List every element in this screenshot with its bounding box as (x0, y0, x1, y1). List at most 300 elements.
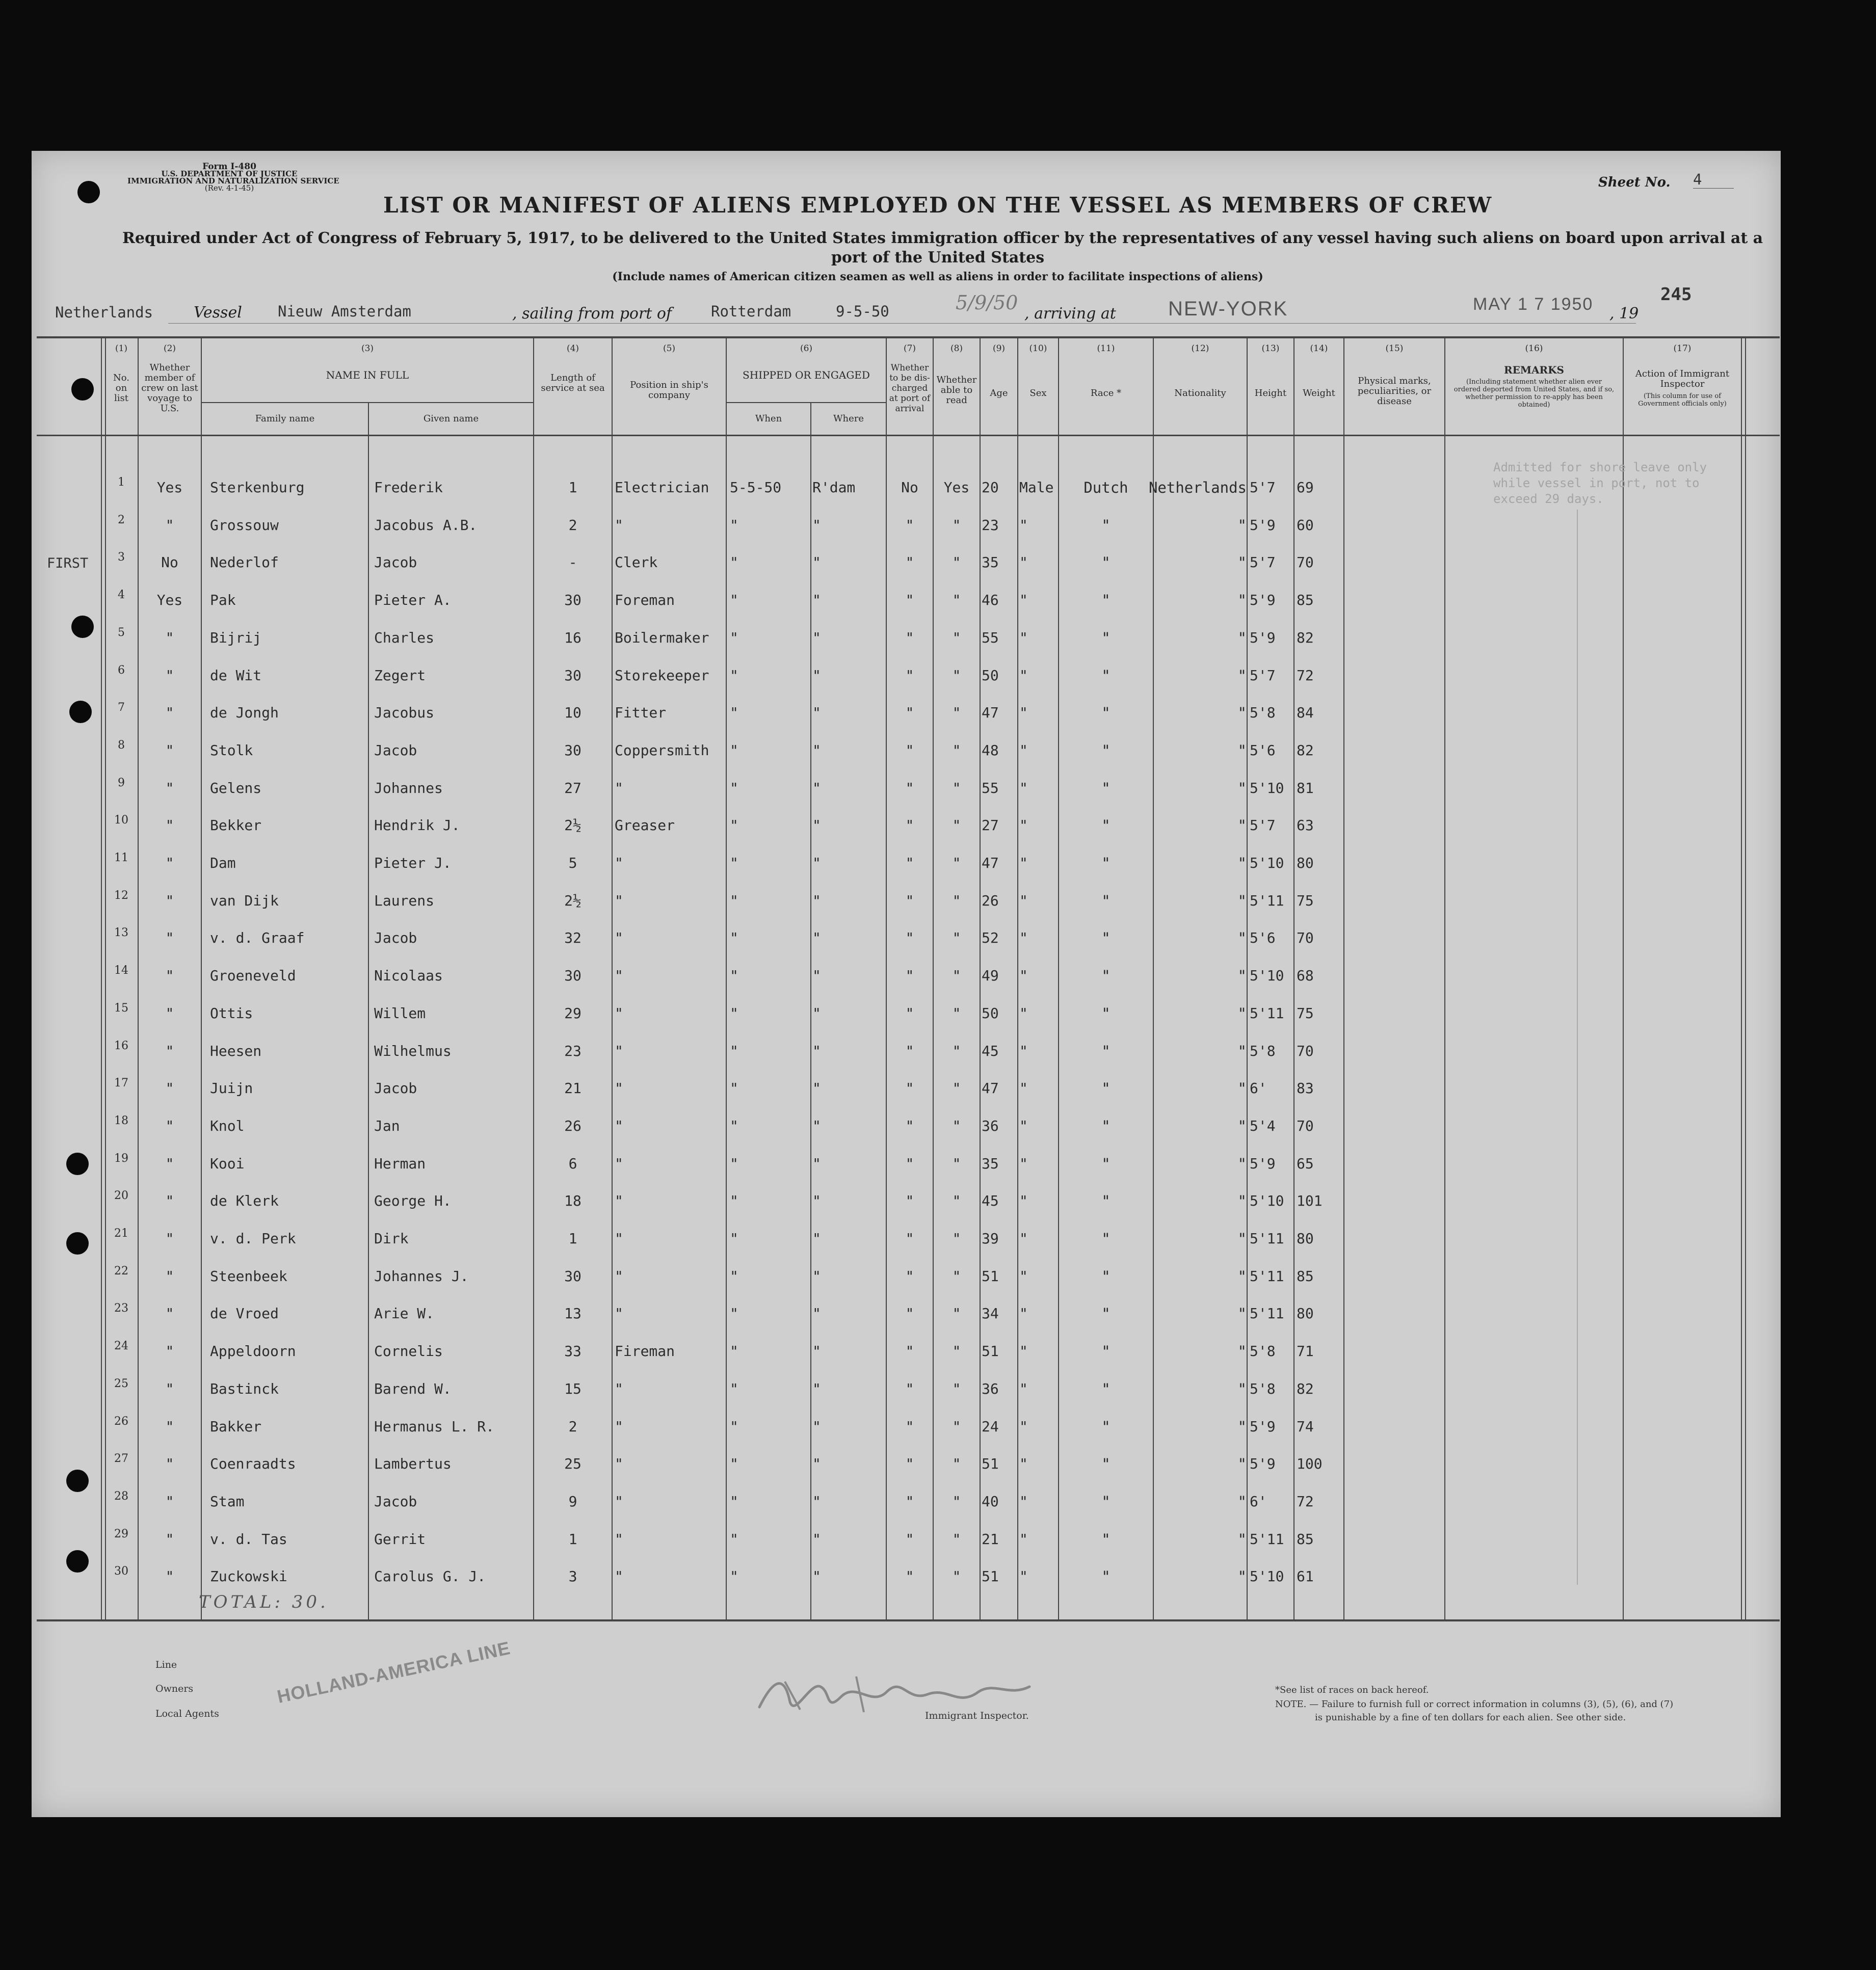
cell-sex: " (1019, 1268, 1028, 1285)
cell-service: 1 (568, 1531, 577, 1548)
cell-discharged: " (905, 704, 914, 721)
cell-service: - (568, 554, 577, 571)
cell-list-no: 13 (114, 926, 128, 939)
cell-age: 55 (982, 780, 999, 796)
sheet-label: Sheet No. (1598, 175, 1671, 190)
cell-family-name: Grossouw (210, 517, 279, 534)
cell-given-name: Jacob (374, 1493, 417, 1510)
header-bottom-border (37, 435, 1780, 436)
cell-when: " (730, 1455, 738, 1472)
col-head-prev-voyage: Whether member of crew on last voyage to U.S. (141, 362, 198, 414)
cell-when: " (730, 1493, 738, 1510)
cell-height: 5'8 (1250, 1343, 1276, 1360)
cell-weight: 82 (1297, 629, 1314, 646)
cell-race: " (1101, 780, 1111, 797)
cell-given-name: Herman (374, 1155, 426, 1172)
cell-age: 21 (982, 1531, 999, 1548)
cell-read: " (952, 1493, 961, 1510)
cell-position: Storekeeper (615, 667, 709, 684)
cell-weight: 100 (1297, 1455, 1323, 1472)
cell-read: " (952, 780, 961, 796)
cell-given-name: Jacob (374, 554, 417, 571)
cell-prev-voyage: " (165, 780, 174, 796)
cell-sex: " (1019, 1155, 1028, 1172)
cell-service: 1 (568, 1230, 577, 1247)
cell-height: 5'9 (1250, 517, 1276, 534)
cell-service: 5 (568, 855, 577, 871)
cell-discharged: " (905, 1043, 914, 1059)
cell-race: " (1101, 1080, 1111, 1097)
cell-given-name: Willem (374, 1005, 426, 1022)
cell-family-name: Appeldoorn (210, 1343, 296, 1360)
cell-family-name: Pak (210, 592, 236, 608)
cell-sex: " (1019, 1343, 1028, 1360)
vessel-flag: Netherlands (55, 304, 153, 321)
cell-service: 2½ (564, 817, 582, 834)
cell-given-name: Zegert (374, 667, 426, 684)
cell-when: " (730, 704, 738, 721)
cell-prev-voyage: " (165, 1380, 174, 1397)
col-head-given: Given name (423, 413, 479, 424)
cell-read: " (952, 1531, 961, 1548)
cell-given-name: Arie W. (374, 1305, 435, 1322)
cell-family-name: Bijrij (210, 629, 262, 646)
cell-position: " (615, 1418, 623, 1435)
cell-discharged: " (905, 1268, 914, 1285)
cell-age: 27 (982, 817, 999, 834)
col-num-8: (8) (950, 343, 963, 354)
cell-position: " (615, 1155, 623, 1172)
cell-weight: 75 (1297, 1005, 1314, 1022)
cell-where: R'dam (812, 479, 856, 496)
cell-sex: " (1019, 1568, 1028, 1585)
cell-position: " (615, 1305, 623, 1322)
cell-sex: " (1019, 629, 1028, 646)
cell-family-name: Steenbeek (210, 1268, 287, 1285)
cell-where: " (812, 1531, 821, 1548)
shipped-subheader-line (726, 402, 886, 403)
cell-discharged: " (905, 1568, 914, 1585)
cell-discharged: " (905, 1192, 914, 1209)
cell-nationality: " (1237, 1531, 1247, 1548)
cell-discharged: " (905, 1005, 914, 1022)
cell-sex: " (1019, 1117, 1028, 1134)
cell-service: 21 (564, 1080, 582, 1097)
cell-sex: " (1019, 1418, 1028, 1435)
total-count: TOTAL: 30. (199, 1592, 329, 1612)
cell-weight: 83 (1297, 1080, 1314, 1097)
cell-age: 48 (982, 742, 999, 759)
cell-service: 2½ (564, 892, 582, 909)
cell-prev-voyage: " (165, 929, 174, 946)
cell-family-name: Stam (210, 1493, 245, 1510)
cell-weight: 82 (1297, 742, 1314, 759)
cell-height: 5'8 (1250, 1043, 1276, 1059)
cell-where: " (812, 929, 821, 946)
cell-when: " (730, 1305, 738, 1322)
cell-list-no: 5 (118, 626, 125, 639)
cell-service: 13 (564, 1305, 582, 1322)
cell-discharged: " (905, 592, 914, 608)
cell-age: 51 (982, 1568, 999, 1585)
cell-when: " (730, 1531, 738, 1548)
cell-age: 51 (982, 1343, 999, 1360)
cell-family-name: Gelens (210, 780, 262, 796)
cell-family-name: Bastinck (210, 1380, 279, 1397)
cell-list-no: 1 (118, 476, 125, 489)
cell-when: " (730, 892, 738, 909)
cell-where: " (812, 592, 821, 608)
cell-service: 2 (568, 1418, 577, 1435)
cell-given-name: George H. (374, 1192, 452, 1209)
cell-list-no: 12 (114, 889, 128, 902)
cell-where: " (812, 1268, 821, 1285)
cell-list-no: 11 (114, 851, 128, 864)
cell-sex: " (1019, 1230, 1028, 1247)
cell-when: " (730, 1418, 738, 1435)
cell-when: " (730, 1155, 738, 1172)
cell-family-name: Knol (210, 1117, 245, 1134)
cell-sex: " (1019, 1380, 1028, 1397)
cell-list-no: 24 (114, 1340, 128, 1352)
col-head-inspector: Action of Immigrant Inspector (1635, 368, 1730, 389)
cell-service: 10 (564, 704, 582, 721)
cell-nationality: " (1237, 629, 1247, 647)
cell-where: " (812, 1043, 821, 1059)
cell-position: " (615, 1380, 623, 1397)
cell-sex: " (1019, 1080, 1028, 1097)
cell-where: " (812, 967, 821, 984)
cell-weight: 70 (1297, 1043, 1314, 1059)
cell-prev-voyage: " (165, 1455, 174, 1472)
cell-given-name: Jacob (374, 742, 417, 759)
manifest-number: 245 (1660, 284, 1692, 305)
cell-position: Foreman (615, 592, 675, 608)
cell-service: 2 (568, 517, 577, 534)
cell-age: 35 (982, 554, 999, 571)
cell-race: " (1101, 929, 1111, 947)
cell-nationality: " (1237, 1493, 1247, 1510)
cell-race: " (1101, 554, 1111, 571)
cell-weight: 70 (1297, 1117, 1314, 1134)
cell-given-name: Frederik (374, 479, 443, 496)
cell-where: " (812, 1305, 821, 1322)
cell-list-no: 2 (118, 514, 125, 526)
table-bottom-border (37, 1619, 1780, 1621)
col-num-16: (16) (1525, 343, 1543, 354)
cell-when: " (730, 855, 738, 871)
cell-read: " (952, 1418, 961, 1435)
cell-list-no: 25 (114, 1377, 128, 1390)
cell-service: 27 (564, 780, 582, 796)
cell-prev-voyage: " (165, 1343, 174, 1360)
cell-discharged: " (905, 817, 914, 834)
cell-when: " (730, 592, 738, 608)
cell-family-name: Zuckowski (210, 1568, 287, 1585)
cell-given-name: Johannes (374, 780, 443, 796)
cell-when: " (730, 1343, 738, 1360)
cell-family-name: v. d. Graaf (210, 929, 305, 946)
cell-position: Fitter (615, 704, 667, 721)
cell-read: " (952, 1080, 961, 1097)
cell-list-no: 14 (114, 964, 128, 977)
cell-read: " (952, 1043, 961, 1059)
cell-family-name: Coenraadts (210, 1455, 296, 1472)
cell-list-no: 29 (114, 1528, 128, 1540)
cell-height: 5'11 (1250, 1305, 1284, 1322)
col-line (1623, 336, 1624, 1620)
cell-where: " (812, 704, 821, 721)
cell-read: " (952, 704, 961, 721)
cell-height: 6' (1250, 1493, 1267, 1510)
cell-read: " (952, 1455, 961, 1472)
cell-position: Greaser (615, 817, 675, 834)
col-num-15: (15) (1385, 343, 1404, 354)
vessel-name: Nieuw Amsterdam (278, 303, 411, 320)
cell-discharged: " (905, 855, 914, 871)
col-num-13: (13) (1261, 343, 1280, 354)
col-line (1444, 336, 1445, 1620)
cell-discharged: " (905, 667, 914, 684)
cell-read: " (952, 1230, 961, 1247)
subtitle-note: (Include names of American citizen seamen as well as aliens in order to facilitate inspections of aliens) (612, 270, 1263, 283)
cell-nationality: " (1237, 517, 1247, 534)
cell-nationality: " (1237, 1080, 1247, 1097)
cell-list-no: 20 (114, 1189, 128, 1202)
vessel-label: Vessel (194, 304, 242, 322)
cell-prev-voyage: " (165, 1043, 174, 1059)
cell-position: " (615, 1043, 623, 1059)
table-top-border (37, 336, 1780, 338)
form-id-block (127, 162, 339, 193)
cell-given-name: Johannes J. (374, 1268, 469, 1285)
cell-read: " (952, 1117, 961, 1134)
col-head-service: Length of service at sea (541, 372, 605, 393)
cell-when: " (730, 967, 738, 984)
cell-position: " (615, 1568, 623, 1585)
cell-list-no: 8 (118, 739, 125, 752)
cell-sex: " (1019, 817, 1028, 834)
cell-height: 5'7 (1250, 817, 1276, 834)
cell-given-name: Carolus G. J. (374, 1568, 486, 1585)
cell-list-no: 6 (118, 664, 125, 677)
cell-position: " (615, 855, 623, 871)
cell-when: " (730, 517, 738, 534)
cell-age: 51 (982, 1455, 999, 1472)
cell-weight: 70 (1297, 929, 1314, 946)
col-line (1247, 336, 1248, 1620)
cell-list-no: 17 (114, 1077, 128, 1089)
col-head-shipped: SHIPPED OR ENGAGED (743, 369, 870, 381)
cell-position: " (615, 1268, 623, 1285)
cell-position: " (615, 1192, 623, 1209)
year-label: , 19 (1609, 305, 1639, 323)
cell-when: " (730, 1568, 738, 1585)
cell-nationality: " (1237, 967, 1247, 984)
col-num-1: (1) (115, 343, 128, 354)
cell-position: " (615, 1117, 623, 1134)
cell-given-name: Cornelis (374, 1343, 443, 1360)
cell-prev-voyage: " (165, 1418, 174, 1435)
cell-prev-voyage: Yes (156, 479, 183, 496)
cell-where: " (812, 517, 821, 534)
cell-prev-voyage: " (165, 817, 174, 834)
cell-weight: 81 (1297, 780, 1314, 796)
cell-height: 5'10 (1250, 1568, 1284, 1585)
cell-sex: " (1019, 780, 1028, 796)
cell-height: 5'9 (1250, 1418, 1276, 1435)
cell-when: 5-5-50 (730, 479, 782, 496)
cell-family-name: Dam (210, 855, 236, 871)
cell-prev-voyage: " (165, 1155, 174, 1172)
cell-age: 55 (982, 629, 999, 646)
cell-height: 5'4 (1250, 1117, 1276, 1134)
cell-weight: 61 (1297, 1568, 1314, 1585)
col-line (726, 336, 727, 1620)
cell-position: " (615, 892, 623, 909)
cell-list-no: 18 (114, 1114, 128, 1127)
cell-height: 5'7 (1250, 667, 1276, 684)
cell-height: 6' (1250, 1080, 1267, 1097)
cell-family-name: Bakker (210, 1418, 262, 1435)
col-head-race: Race * (1090, 388, 1122, 398)
col-line (101, 336, 102, 1620)
cell-race: " (1101, 1192, 1111, 1210)
cell-read: " (952, 892, 961, 909)
cell-service: 18 (564, 1192, 582, 1209)
cell-discharged: " (905, 780, 914, 796)
cell-where: " (812, 855, 821, 871)
cell-nationality: " (1237, 929, 1247, 947)
cell-height: 5'7 (1250, 479, 1276, 496)
cell-position: Clerk (615, 554, 658, 571)
cell-prev-voyage: " (165, 1117, 174, 1134)
cell-race: " (1101, 592, 1111, 609)
cell-position: Fireman (615, 1343, 675, 1360)
cell-prev-voyage: " (165, 667, 174, 684)
col-line (1017, 336, 1018, 1620)
cell-read: " (952, 517, 961, 534)
cell-prev-voyage: No (161, 554, 178, 571)
punch-hole (71, 616, 94, 638)
cell-where: " (812, 1117, 821, 1134)
cell-nationality: Netherlands (1148, 479, 1247, 496)
cell-weight: 85 (1297, 1268, 1314, 1285)
cell-service: 30 (564, 1268, 582, 1285)
cell-position: " (615, 1230, 623, 1247)
cell-where: " (812, 1380, 821, 1397)
cell-when: " (730, 1117, 738, 1134)
cell-height: 5'7 (1250, 554, 1276, 571)
cell-age: 23 (982, 517, 999, 534)
cell-list-no: 30 (114, 1565, 128, 1578)
inspector-label: Immigrant Inspector. (925, 1710, 1029, 1721)
cell-list-no: 16 (114, 1040, 128, 1052)
cell-sex: " (1019, 742, 1028, 759)
arriving-label: , arriving at (1024, 305, 1116, 323)
cell-service: 23 (564, 1043, 582, 1059)
holland-america-stamp: HOLLAND-AMERICA LINE (275, 1637, 512, 1708)
cell-prev-voyage: Yes (156, 592, 183, 608)
cell-service: 30 (564, 592, 582, 608)
cell-service: 30 (564, 967, 582, 984)
cell-position: Electrician (615, 479, 709, 496)
cell-family-name: Ottis (210, 1005, 253, 1022)
cell-where: " (812, 1155, 821, 1172)
cell-nationality: " (1237, 554, 1247, 571)
cell-discharged: " (905, 1493, 914, 1510)
col-head-when: When (755, 413, 782, 424)
cell-race: " (1101, 1343, 1111, 1360)
cell-age: 36 (982, 1117, 999, 1134)
cell-given-name: Barend W. (374, 1380, 452, 1397)
cell-where: " (812, 817, 821, 834)
cell-given-name: Nicolaas (374, 967, 443, 984)
cell-when: " (730, 1192, 738, 1209)
cell-height: 5'10 (1250, 780, 1284, 796)
sailing-label: , sailing from port of (512, 305, 672, 323)
voyage-underline (168, 323, 1636, 324)
cell-where: " (812, 1192, 821, 1209)
cell-height: 5'10 (1250, 855, 1284, 871)
penalty-note: NOTE. — Failure to furnish full or correct information in columns (3), (5), (6), and (7) (1275, 1699, 1674, 1710)
cell-height: 5'9 (1250, 592, 1276, 608)
cell-race: " (1101, 1531, 1111, 1548)
cell-read: " (952, 1155, 961, 1172)
cell-service: 3 (568, 1568, 577, 1585)
arrival-date-stamp: MAY 1 7 1950 (1473, 295, 1594, 314)
cell-age: 47 (982, 855, 999, 871)
cell-given-name: Hendrik J. (374, 817, 460, 834)
cell-nationality: " (1237, 817, 1247, 834)
cell-prev-voyage: " (165, 629, 174, 646)
cell-nationality: " (1237, 704, 1247, 722)
cell-weight: 71 (1297, 1343, 1314, 1360)
col-num-9: (9) (992, 343, 1006, 354)
cell-where: " (812, 667, 821, 684)
cell-race: " (1101, 1155, 1111, 1173)
cell-list-no: 15 (114, 1002, 128, 1015)
punch-hole (66, 1153, 89, 1175)
cell-nationality: " (1237, 1455, 1247, 1473)
cell-race: " (1101, 1305, 1111, 1322)
cell-position: " (615, 967, 623, 984)
col-num-6: (6) (800, 343, 813, 354)
cell-nationality: " (1237, 1117, 1247, 1135)
cell-discharged: " (905, 1531, 914, 1548)
cell-height: 5'11 (1250, 1230, 1284, 1247)
cell-sex: " (1019, 517, 1028, 534)
cell-family-name: v. d. Perk (210, 1230, 296, 1247)
cell-nationality: " (1237, 1380, 1247, 1398)
cell-read: " (952, 967, 961, 984)
col-line (1741, 336, 1742, 1620)
cell-family-name: Sterkenburg (210, 479, 305, 496)
cell-race: " (1101, 855, 1111, 872)
cell-discharged: " (905, 1230, 914, 1247)
cell-sex: " (1019, 554, 1028, 571)
cell-where: " (812, 780, 821, 796)
col-head-remarks-sub: (Including statement whether alien ever ordered deported from United States, and if so, whether permission to re-apply has been obtained) (1454, 378, 1615, 409)
cell-service: 32 (564, 929, 582, 946)
col-num-17: (17) (1673, 343, 1692, 354)
cell-height: 5'9 (1250, 1455, 1276, 1472)
cell-prev-voyage: " (165, 1305, 174, 1322)
arrival-port-stamp: NEW-YORK (1168, 298, 1288, 320)
cell-family-name: Groeneveld (210, 967, 296, 984)
cell-nationality: " (1237, 780, 1247, 797)
cell-prev-voyage: " (165, 704, 174, 721)
